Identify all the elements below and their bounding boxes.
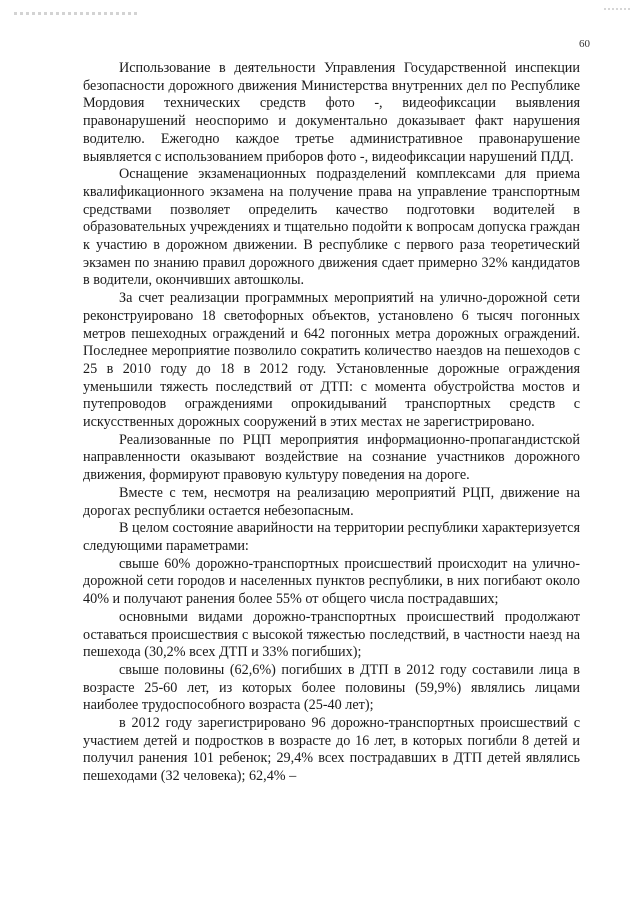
paragraph-accident-parameters-intro: В целом состояние аварийности на территории республики характеризуется следующими параметрами: [83, 520, 580, 554]
document-body [83, 60, 580, 786]
paragraph-road-network: За счет реализации программных мероприятий на улично-дорожной сети реконструировано 18 светофорных объектов, установлено 6 тысяч погонных метров пешеходных ограждений и 642 погонных метра дорожных ограждений. Последнее мероприятие позволило сократить количество наездов на пешеходов с 25 в 2010 году до 18 в 2012 году. Установленные дорожные ограждения уменьшили тяжесть последствий от ДТП: с момента обустройства мостов и путепроводов ограждениями опрокидываний транспортных средств с искусственных дорожных сооружений в этих местах не зарегистрировано. [83, 290, 580, 431]
paragraph-roads-unsafe: Вместе с тем, несмотря на реализацию мероприятий РЦП, движение на дорогах республики остается небезопасным. [83, 484, 580, 519]
paragraph-victims-age: свыше половины (62,6%) погибших в ДТП в 2012 году составили лица в возрасте 25-60 лет, из которых более половины (59,9%) являлись лицами наиболее трудоспособного возраста (25-40 лет); [83, 661, 580, 714]
paragraph-children-accidents: в 2012 году зарегистрировано 96 дорожно-транспортных происшествий с участием детей и подростков в возрасте до 16 лет, в которых погибли 8 детей и получил ранения 101 ребенок; 29,4% всех пострадавших в ДТП детей являлись пешеходами (32 человека); 62,4% – [83, 715, 580, 785]
page-number: 60 [579, 38, 590, 50]
paragraph-exam-equipment: Оснащение экзаменационных подразделений комплексами для приема квалификационного экзамена на получение права на управление транспортным средствами позволяет определить качество подготовки водителей в образовательных учреждениях и тщательно подойти к вопросам допуска граждан к участию в дорожном движении. В республике с первого раза теоретический экзамен по знанию правил дорожного движения сдает примерно 32% кандидатов в водители, окончивших автошколы. [83, 166, 580, 289]
scan-artifact-top-right [604, 8, 632, 10]
paragraph-urban-accidents: свыше 60% дорожно-транспортных происшествий происходит на улично-дорожной сети городов и населенных пунктов республики, в них погибают около 40% и получают ранения более 55% от общего числа пострадавших; [83, 555, 580, 608]
scan-artifact-top-left [14, 12, 138, 15]
paragraph-pedestrian-accidents: основными видами дорожно-транспортных происшествий продолжают оставаться происшествия с высокой тяжестью последствий, в частности наезд на пешехода (30,2% всех ДТП и 33% погибших); [83, 608, 580, 661]
paragraph-information-measures: Реализованные по РЦП мероприятия информационно-пропагандистской направленности оказывают воздействие на сознание участников дорожного движения, формируют правовую культуру поведения на дороге. [83, 431, 580, 484]
paragraph-photo-video-fixation: Использование в деятельности Управления Государственной инспекции безопасности дорожного движения Министерства внутренних дел по Республике Мордовия технических средств фото -, видеофиксации выявления правонарушений неоспоримо и документально доказывает факт нарушения водителю. Ежегодно каждое третье административное правонарушение выявляется с использованием приборов фото -, видеофиксации нарушений ПДД. [83, 60, 580, 165]
